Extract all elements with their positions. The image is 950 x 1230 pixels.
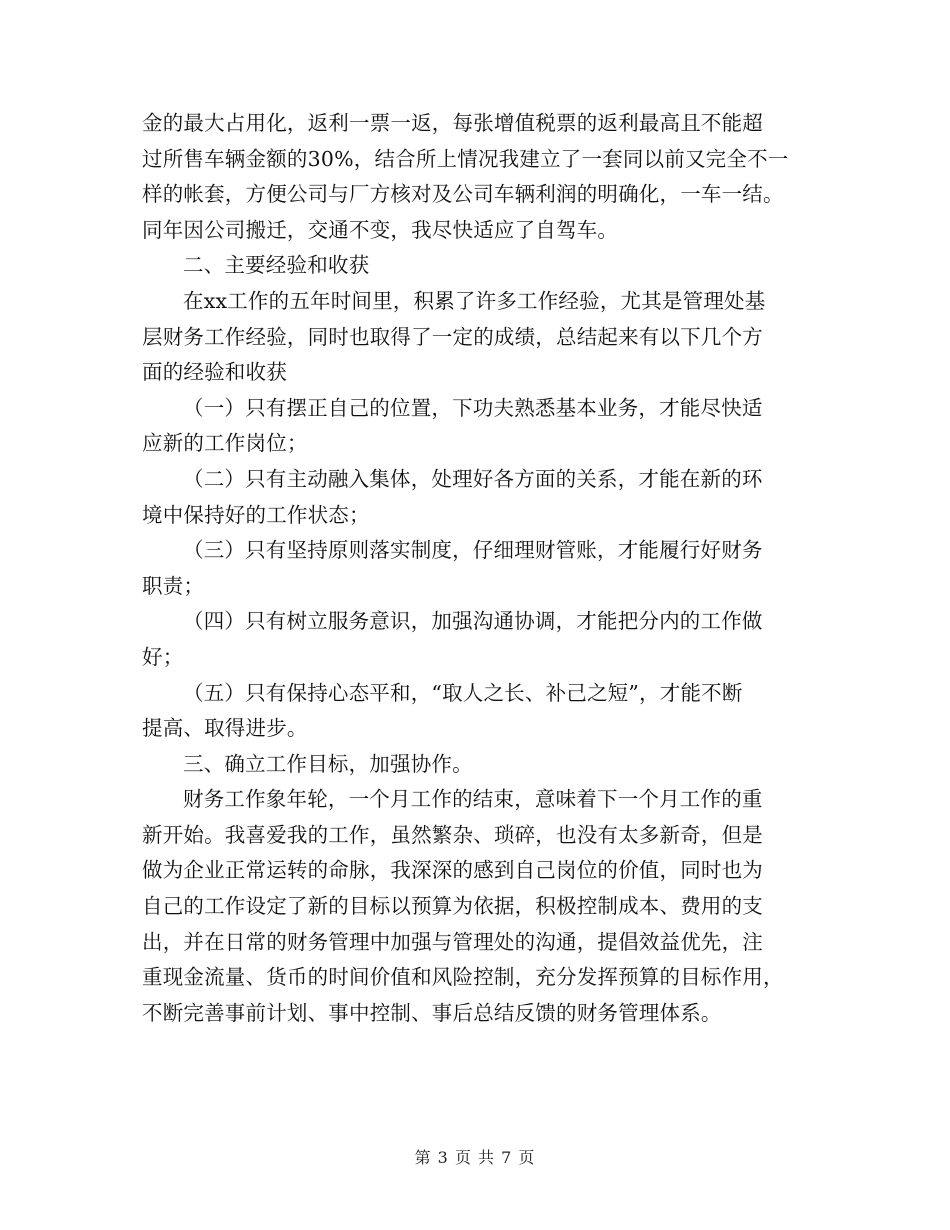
paragraph-line: 同年因公司搬迁，交通不变，我尽快适应了自驾车。 (142, 217, 619, 242)
paragraph-line: 层财务工作经验，同时也取得了一定的成绩，总结起来有以下几个方 (142, 324, 763, 349)
list-item-line: （二）只有主动融入集体，处理好各方面的关系，才能在新的环 (183, 466, 763, 491)
paragraph-line: 财务工作象年轮，一个月工作的结束，意味着下一个月工作的重 (183, 787, 763, 812)
list-item-line: （三）只有坚持原则落实制度，仔细理财管账，才能履行好财务 (183, 538, 763, 563)
document-body (142, 106, 810, 1031)
list-item-line: 好； (142, 644, 184, 669)
paragraph-line: 样的帐套，方便公司与厂方核对及公司车辆利润的明确化，一车一结。 (142, 182, 784, 207)
section-heading: 三、确立工作目标，加强协作。 (183, 751, 473, 776)
list-item-line: （五）只有保持心态平和，“取人之长、补己之短”，才能不断 (183, 680, 743, 705)
list-item-line: 提高、取得进步。 (142, 716, 308, 741)
paragraph-line: 不断完善事前计划、事中控制、事后总结反馈的财务管理体系。 (142, 1000, 722, 1025)
paragraph-line: 做为企业正常运转的命脉，我深深的感到自己岗位的价值，同时也为 (142, 858, 763, 883)
paragraph-line: 金的最大占用化，返利一票一返，每张增值税票的返利最高且不能超 (142, 111, 763, 135)
paragraph-line: 面的经验和收获 (142, 360, 287, 385)
list-item-line: 应新的工作岗位； (142, 431, 308, 456)
list-item-line: （四）只有树立服务意识，加强沟通协调，才能把分内的工作做 (183, 609, 763, 634)
page-number-footer: 第 3 页 共 7 页 (414, 1148, 536, 1167)
paragraph-line: 在xx工作的五年时间里，积累了许多工作经验，尤其是管理处基 (183, 288, 766, 313)
paragraph-line: 自己的工作设定了新的目标以预算为依据，积极控制成本、费用的支 (142, 894, 763, 919)
paragraph-line: 重现金流量、货币的时间价值和风险控制，充分发挥预算的目标作用， (142, 965, 784, 990)
paragraph-line: 过所售车辆金额的30%，结合所上情况我建立了一套同以前又完全不一 (142, 146, 789, 171)
section-heading: 二、主要经验和收获 (183, 253, 370, 278)
list-item-line: 职责； (142, 573, 205, 598)
list-item-line: （一）只有摆正自己的位置，下功夫熟悉基本业务，才能尽快适 (183, 395, 763, 420)
paragraph-line: 出，并在日常的财务管理中加强与管理处的沟通，提倡效益优先，注 (142, 929, 763, 954)
list-item-line: 境中保持好的工作状态； (142, 502, 370, 527)
paragraph-line: 新开始。我喜爱我的工作，虽然繁杂、琐碎，也没有太多新奇，但是 (142, 822, 763, 847)
